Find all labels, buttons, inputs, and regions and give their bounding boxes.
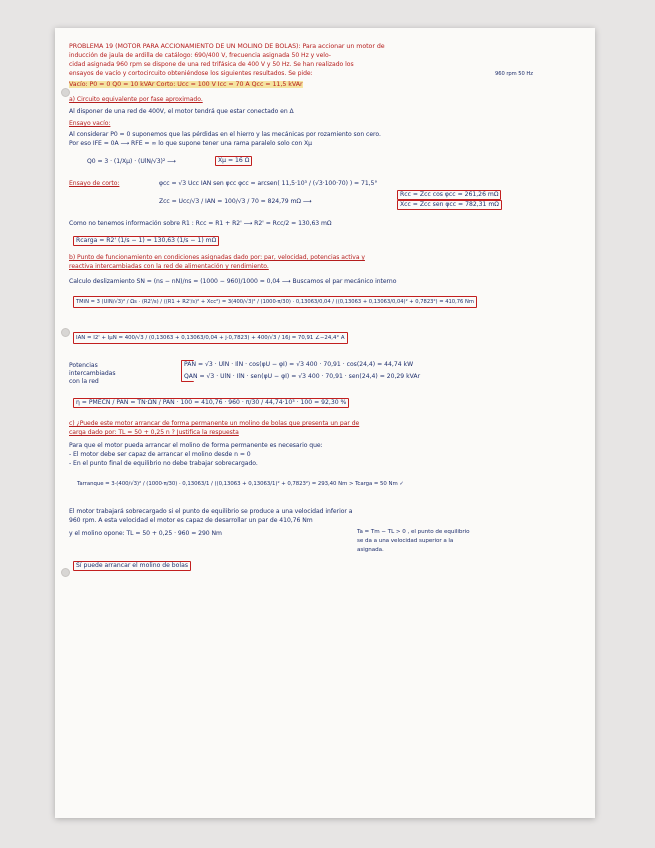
c-end: y el molino opone: TL = 50 + 0,25 · 960 = 290 Nm	[69, 530, 222, 537]
a-text: Por eso IFE = 0A ⟶ RFE = ∞ lo que supone tener una rama paralelo solo con Xμ	[69, 140, 313, 147]
given-data-text: Vacío: P0 = 0 Q0 = 10 kVAr Corto: Ucc = 100 V Icc = 70 A Qcc = 11,5 kVAr	[69, 81, 303, 88]
ta-note: asignada.	[357, 547, 384, 553]
pot-bracket	[181, 360, 194, 382]
ta-note: se da a una velocidad superior a la	[357, 538, 454, 544]
tmi-result-box: TMiN = 3 (UlN/√3)² / Ωs · (R2'/s) / ((R1 + R2'/s)² + Xcc²) = 3(400/√3)² / (1000·π/30) · 0,13063/0,04 / ((0,13063 + 0,13063/0,04)² + 0,7823²) = 410,76 Nm	[73, 296, 477, 308]
intro-line: inducción de jaula de ardilla de catálogo: 690/400 V, frecuencia asignada 50 Hz y velo-	[69, 52, 331, 59]
section-a-heading: a) Circuito equivalente por fase aproximado.	[69, 96, 203, 103]
intro-line: cidad asignada 960 rpm se dispone de una red trifásica de 400 V y 50 Hz. Se han realizado los	[69, 61, 354, 68]
c-text: Para que el motor pueda arrancar el molino de forma permanente es necesario que:	[69, 442, 323, 449]
xcc-result-box: Xcc = Zcc sen φcc = 782,31 mΩ	[397, 200, 502, 210]
tarr-line: Tarranque = 3·(400/√3)² / (1000·π/30) · 0,13063/1 / ((0,13063 + 0,13063/1)² + 0,7823²) = 293,40 Nm > Tcarga = 50 Nm ✓	[77, 481, 404, 487]
c-end: 960 rpm. A esta velocidad el motor es capaz de desarrollar un par de 410,76 Nm	[69, 517, 313, 524]
r2-line: Como no tenemos información sobre R1 : Rcc = R1 + R2' ⟶ R2' = Rcc/2 = 130,63 mΩ	[69, 220, 332, 227]
pot-label: con la red	[69, 378, 99, 385]
c-text: - El motor debe ser capaz de arrancar el molino desde n = 0	[69, 451, 251, 458]
given-data	[69, 81, 587, 89]
notebook-page	[55, 28, 595, 818]
c-end: El motor trabajará sobrecargado si el punto de equilibrio se produce a una velocidad inferior a	[69, 508, 353, 515]
cc-phi: φcc = √3 Ucc IAN sen φcc φcc = arcsen( 11,5·10³ / (√3·100·70) ) = 71,5°	[159, 180, 378, 187]
section-b-heading: b) Punto de funcionamiento en condiciones asignadas dado por: par, velocidad, potencias activa y	[69, 254, 365, 261]
punch-hole	[61, 328, 70, 337]
a-text: Al disponer de una red de 400V, el motor tendrá que estar conectado en Δ	[69, 108, 294, 115]
rcc-result-box: Rcc = Zcc cos φcc = 261,26 mΩ	[397, 190, 501, 200]
xmu-result-box: Xμ = 16 Ω	[215, 156, 252, 166]
final-answer-box: Sí puede arrancar el molino de bolas	[73, 561, 191, 571]
pan-line: PAN = √3 · UlN · IlN · cos(φU − φI) = √3 400 · 70,91 · cos(24,4) = 44,74 kW	[184, 361, 414, 368]
eta-result-box: η = PMECN / PAN = TN·ΩN / PAN · 100 = 410,76 · 960 · π/30 / 44,74·10³ · 100 = 92,30 %	[73, 398, 349, 408]
a-text: Al considerar P0 = 0 suponemos que las pérdidas en el hierro y las mecánicas por rozamiento son cero.	[69, 131, 381, 138]
ian-result-box: IAN = I2' + IμN = 400/√3 / (0,13063 + 0,13063/0,04 + j·0,7823) + 400/√3 / 16j = 70,91 ∠−24,4° A	[73, 332, 348, 344]
section-b-heading-2: reactiva intercambiadas con la red de alimentación y rendimiento.	[69, 263, 269, 270]
cc-label: Ensayo de corto:	[69, 180, 120, 187]
b-slip: Calculo deslizamiento SN = (ns − nN)/ns = (1000 − 960)/1000 = 0,04 ⟶ Buscamos el par mecánico interno	[69, 278, 397, 285]
section-c-heading-2: carga dado por: TL = 50 + 0,25 n ? Justifica la respuesta	[69, 429, 239, 436]
ta-note: Ta = Tm − TL > 0 , el punto de equilibrio	[357, 529, 470, 535]
section-c-heading: c) ¿Puede este motor arrancar de forma permanente un molino de bolas que presenta un par de	[69, 420, 360, 427]
pot-label: Potencias	[69, 362, 98, 369]
problem-title: PROBLEMA 19 (MOTOR PARA ACCIONAMIENTO DE UN MOLINO DE BOLAS): Para accionar un motor de	[69, 43, 385, 50]
a-subheading: Ensayo vacío:	[69, 120, 111, 127]
punch-hole	[61, 568, 70, 577]
rcarga-result-box: Rcarga = R2' (1/s − 1) = 130,63 (1/s − 1) mΩ	[73, 236, 219, 246]
pot-label: intercambiadas	[69, 370, 116, 377]
qan-line: QAN = √3 · UlN · IlN · sen(φU − φI) = √3 400 · 70,91 · sen(24,4) = 20,29 kVAr	[184, 373, 421, 380]
cc-z: Zcc = Ucc/√3 / IAN = 100/√3 / 70 = 824,79 mΩ ⟶	[159, 198, 312, 205]
q0-formula: Q0 = 3 · (1/Xμ) · (UlN/√3)² ⟶	[87, 158, 176, 165]
intro-line: ensayos de vacío y cortocircuito obteniéndose los siguientes resultados. Se pide:	[69, 70, 313, 77]
c-text: - En el punto final de equilibrio no debe trabajar sobrecargado.	[69, 460, 258, 467]
margin-note: 960 rpm 50 Hz	[495, 71, 533, 77]
